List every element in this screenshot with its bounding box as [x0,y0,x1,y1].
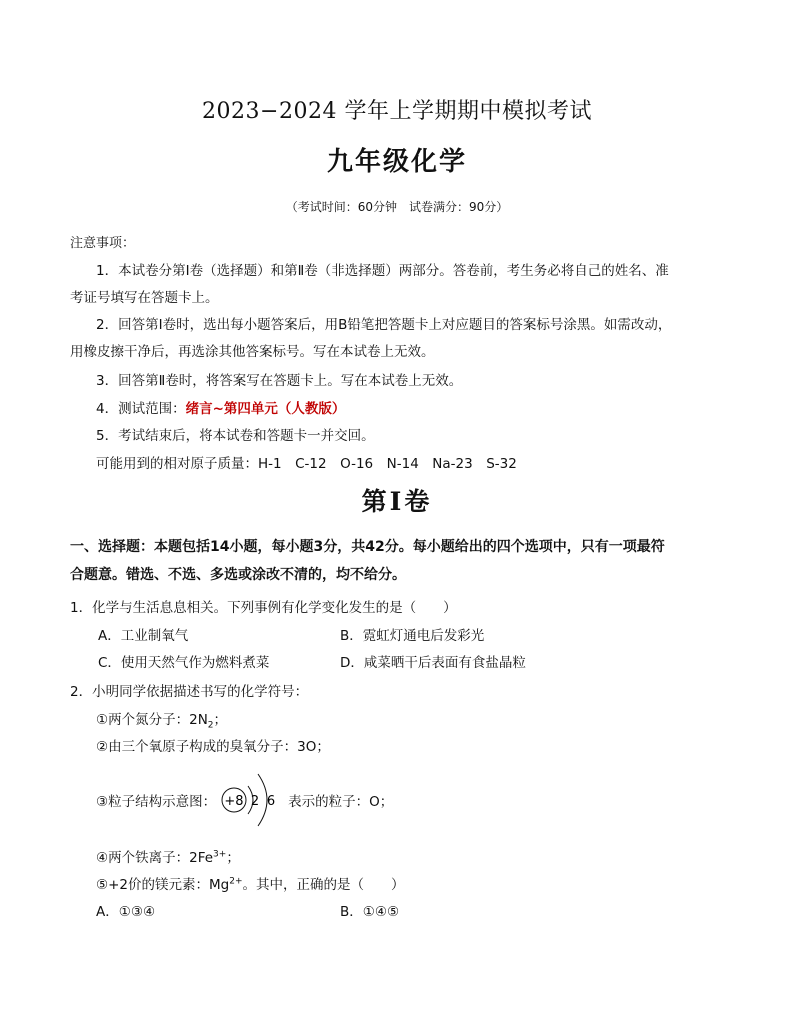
notice-title: 注意事项： [70,236,136,251]
notice-item-5: 5．考试结束后，将本试卷和答题卡一并交回。 [96,428,375,444]
question-1-option-a: A．工业制氧气 [98,628,189,644]
question-2-stem: 2．小明同学依据描述书写的化学符号： [70,684,309,700]
question-2-item-2: ②由三个氧原子构成的臭氧分子：3O； [96,739,330,755]
question-2-item-1-end: ； [213,712,228,728]
question-2-item-1 [96,708,227,731]
question-2-item-3-prefix: ③粒子结构示意图： [96,794,217,810]
section-title: 第Ⅰ卷 [361,487,433,516]
question-2-item-1-text: ①两个氮分子：2N [96,712,208,728]
notice-item-4-prefix: 4．测试范围： [96,401,186,417]
question-2-item-4-superscript: 3+ [213,849,227,860]
test-range: 绪言~第四单元（人教版） [185,401,346,417]
question-2-item-5-text: ⑤+2价的镁元素：Mg [96,877,230,893]
electron-shell-1-count: 2 [250,794,260,809]
question-2-item-4-end: ； [226,850,240,866]
question-2-item-4 [96,846,240,866]
question-1-option-b: B．霓虹灯通电后发彩光 [340,628,485,644]
question-1-option-d: D．咸菜晒干后表面有食盐晶粒 [340,655,526,671]
nucleus-charge: +8 [224,794,244,809]
exam-subject: 九年级化学 [326,147,467,177]
question-2-option-b: B．①④⑤ [340,904,400,920]
atomic-masses: 可能用到的相对原子质量：H-1 C-12 O-16 N-14 Na-23 S-32 [96,456,517,472]
instructions-line-1: 一、选择题：本题包括14小题，每小题3分，共42分。每小题给出的四个选项中，只有一项最符 [70,539,665,555]
question-2-item-1-subscript: 2 [207,720,214,731]
exam-info: （考试时间：60分钟 试卷满分：90分） [285,200,509,214]
question-2-item-5-end: 。其中，正确的是（ ） [242,877,405,893]
question-2-item-4-text: ④两个铁离子：2Fe [96,850,214,866]
electron-shell-2-count: 6 [266,794,276,809]
question-2-item-5-superscript: 2+ [229,876,243,887]
notice-item-3: 3．回答第Ⅱ卷时，将答案写在答题卡上。写在本试卷上无效。 [96,373,463,389]
question-2-item-5 [96,873,405,893]
exam-title: 2023−2024 学年上学期期中模拟考试 [202,99,592,124]
instructions-line-2: 合题意。错选、不选、多选或涂改不清的，均不给分。 [70,567,406,583]
question-2-option-a: A．①③④ [96,904,156,920]
question-2-item-3 [96,760,393,840]
question-2-item-3-suffix: 表示的粒子：O； [288,794,394,810]
notice-item-1-line-1: 1．本试卷分第Ⅰ卷（选择题）和第Ⅱ卷（非选择题）两部分。答卷前，考生务必将自己的姓名、准 [96,263,669,279]
notice-item-1-line-2: 考证号填写在答题卡上。 [70,290,219,306]
electron-shell-2-arc [258,774,267,826]
notice-item-2-line-2: 用橡皮擦干净后，再选涂其他答案标号。写在本试卷上无效。 [70,344,435,360]
notice-item-2-line-1: 2．回答第Ⅰ卷时，选出每小题答案后，用B铅笔把答题卡上对应题目的答案标号涂黑。如需改动， [96,317,672,333]
question-1-stem: 1．化学与生活息息相关。下列事例有化学变化发生的是（ ） [70,600,457,616]
notice-item-4 [96,397,345,417]
question-1-option-c: C．使用天然气作为燃料煮菜 [98,655,270,671]
